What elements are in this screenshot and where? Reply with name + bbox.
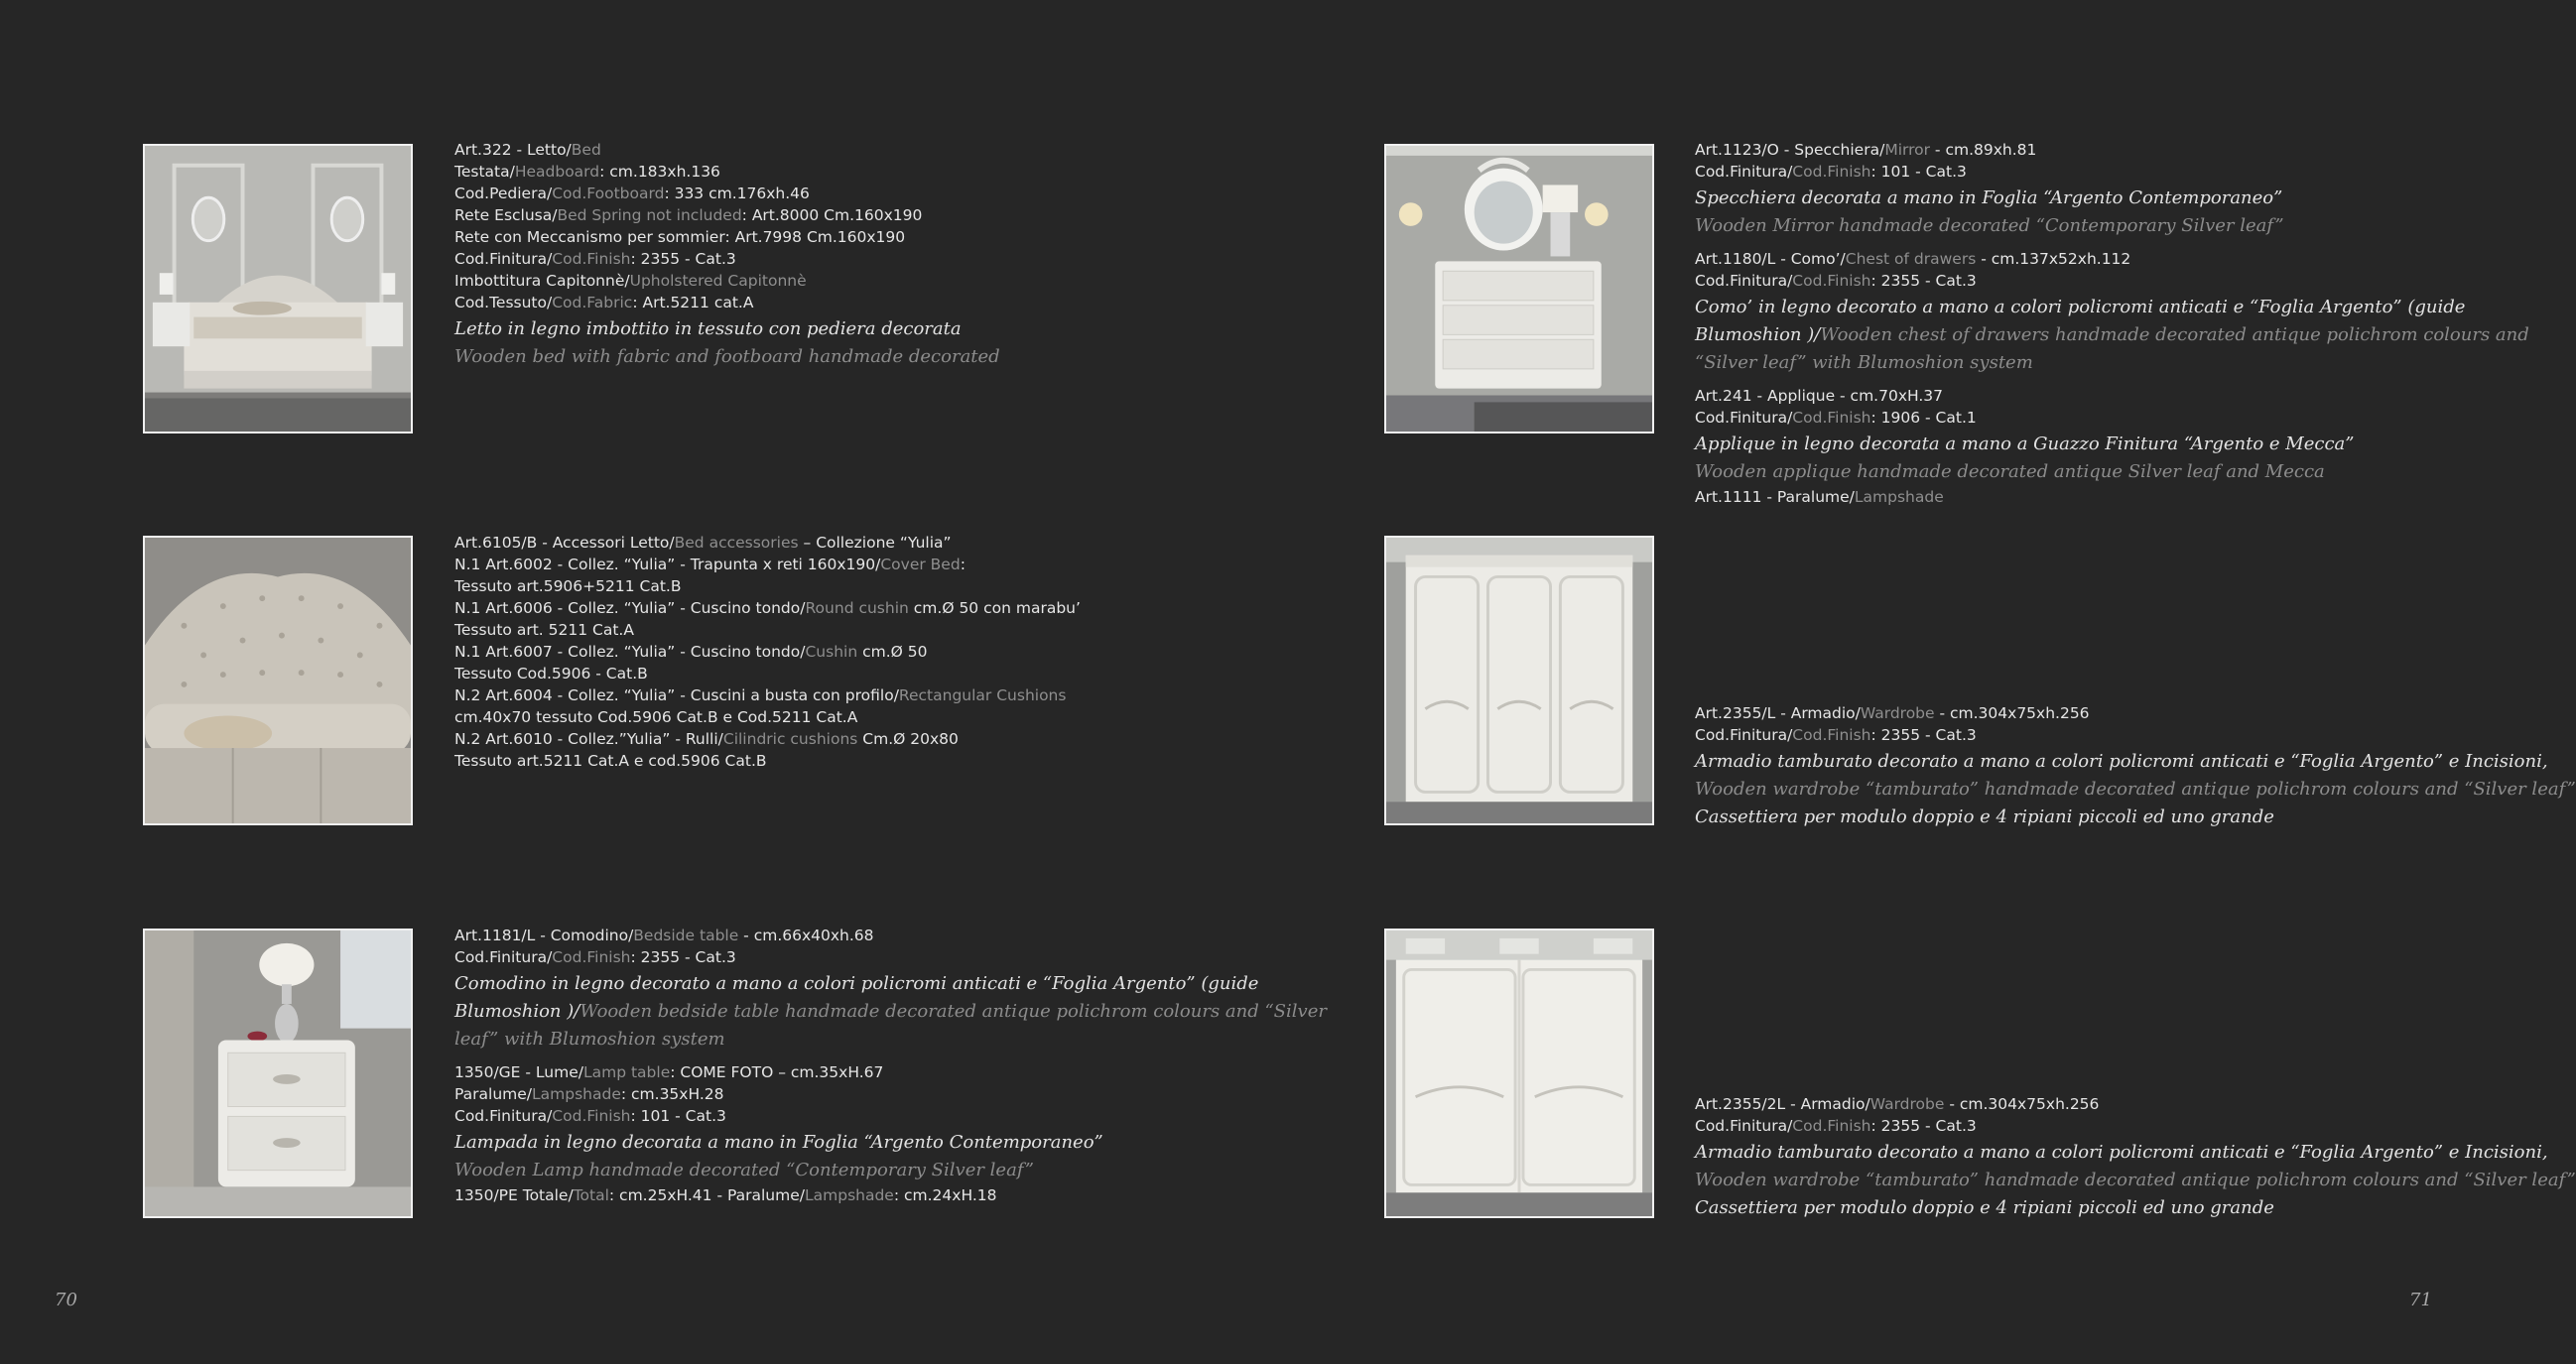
bed-description: Art.322 - Letto/Bed Testata/Headboard: cm.183xh.136 Cod.Pediera/Cod.Footboard: 333 cm.176xh.46 Rete Esclusa/Bed Spring not included: Art.8000 Cm.160x190 Rete con Meccanismo per sommier: Art.7998 Cm.160x190 Cod.Finitura/Cod.Finish: 2355 - Cat.3 Imbottitura Capitonnè/Upholstered Capitonnè Cod.Tessuto/Cod.Fabric: Art.5211 cat.A Letto in legno imbottito in tessuto con pediera decorata Wooden bed with fabric and footboard handmade decorated — [454, 141, 1000, 367]
nightstand-description: Art.1181/L - Comodino/Bedside table - cm.66x40xh.68 Cod.Finitura/Cod.Finish: 2355 - Cat.3 Comodino in legno decorato a mano a colori policromi anticati e “Foglia Argento” (guide Blumoshion )/Wooden bedside table handmade decorated antique polichrom colours and “Silver leaf” with Blumoshion system 1350/GE - Lume/Lamp table: COME FOTO – cm.35xH.67 Paralume/Lampshade: cm.35xH.28 Cod.Finitura/Cod.Finish: 101 - Cat.3 Lampada in legno decorata a mano in Foglia “Argento Contemporaneo” Wooden Lamp handmade decorated “Contemporary Silver leaf” 1350/PE Totale/Total: cm.25xH.41 - Paralume/Lampshade: cm.24xH.18 — [454, 927, 1327, 1204]
mirror-dresser-photo — [1384, 144, 1654, 434]
bed-accessories-description: Art.6105/B - Accessori Letto/Bed accessories – Collezione “Yulia” N.1 Art.6002 - Collez. “Yulia” - Trapunta x reti 160x190/Cover Bed: Tessuto art.5906+5211 Cat.B N.1 Art.6006 - Collez. “Yulia” - Cuscino tondo/Round cushin cm.Ø 50 con marabu’ Tessuto art. 5211 Cat.A N.1 Art.6007 - Collez. “Yulia” - Cuscino tondo/Cushin cm.Ø 50 Tessuto Cod.5906 - Cat.B N.2 Art.6004 - Collez. “Yulia” - Cuscini a busta con profilo/Rectangular Cushions cm.40x70 tessuto Cod.5906 Cat.B e Cod.5211 Cat.A N.2 Art.6010 - Collez.”Yulia” - Rulli/Cilindric cushions Cm.Ø 20x80 Tessuto art.5211 Cat.A e cod.5906 Cat.B — [454, 534, 1081, 770]
page-number-left: 70 — [55, 1290, 77, 1310]
wardrobe-description: Art.2355/L - Armadio/Wardrobe - cm.304x75xh.256 Cod.Finitura/Cod.Finish: 2355 - Cat.3 Armadio tamburato decorato a mano a colori policromi anticati e “Foglia Argento” e Incisioni, Wooden wardrobe “tamburato” handmade decorated antique polichrom colours and “Silver leaf” Cassettiera per modulo doppio e 4 ripiani piccoli ed uno grande — [1695, 704, 2576, 827]
wardrobe-2-description: Art.2355/2L - Armadio/Wardrobe - cm.304x75xh.256 Cod.Finitura/Cod.Finish: 2355 - Cat.3 Armadio tamburato decorato a mano a colori policromi anticati e “Foglia Argento” e Incisioni, Wooden wardrobe “tamburato” handmade decorated antique polichrom colours and “Silver leaf” Cassettiera per modulo doppio e 4 ripiani piccoli ed uno grande — [1695, 1095, 2576, 1218]
wardrobe-photo — [1384, 536, 1654, 825]
page-number-right: 71 — [2409, 1290, 2432, 1310]
nightstand-photo — [143, 929, 413, 1218]
mirror-chest-applique-description: Art.1123/O - Specchiera/Mirror - cm.89xh.81 Cod.Finitura/Cod.Finish: 101 - Cat.3 Specchiera decorata a mano in Foglia “Argento Contemporaneo” Wooden Mirror handmade decorated “Contemporary Silver leaf” Art.1180/L - Como’/Chest of drawers - cm.137x52xh.112 Cod.Finitura/Cod.Finish: 2355 - Cat.3 Como’ in legno decorato a mano a colori policromi anticati e “Foglia Argento” (guide Blumoshion )/Wooden chest of drawers handmade decorated antique polichrom colours and “Silver leaf” with Blumoshion system Art.241 - Applique - cm.70xH.37 Cod.Finitura/Cod.Finish: 1906 - Cat.1 Applique in legno decorata a mano a Guazzo Finitura “Argento e Mecca” Wooden applique handmade decorated antique Silver leaf and Mecca Art.1111 - Paralume/Lampshade — [1695, 141, 2529, 506]
bed-photo — [143, 144, 413, 434]
wardrobe-2-photo — [1384, 929, 1654, 1218]
bed-accessories-photo — [143, 536, 413, 825]
